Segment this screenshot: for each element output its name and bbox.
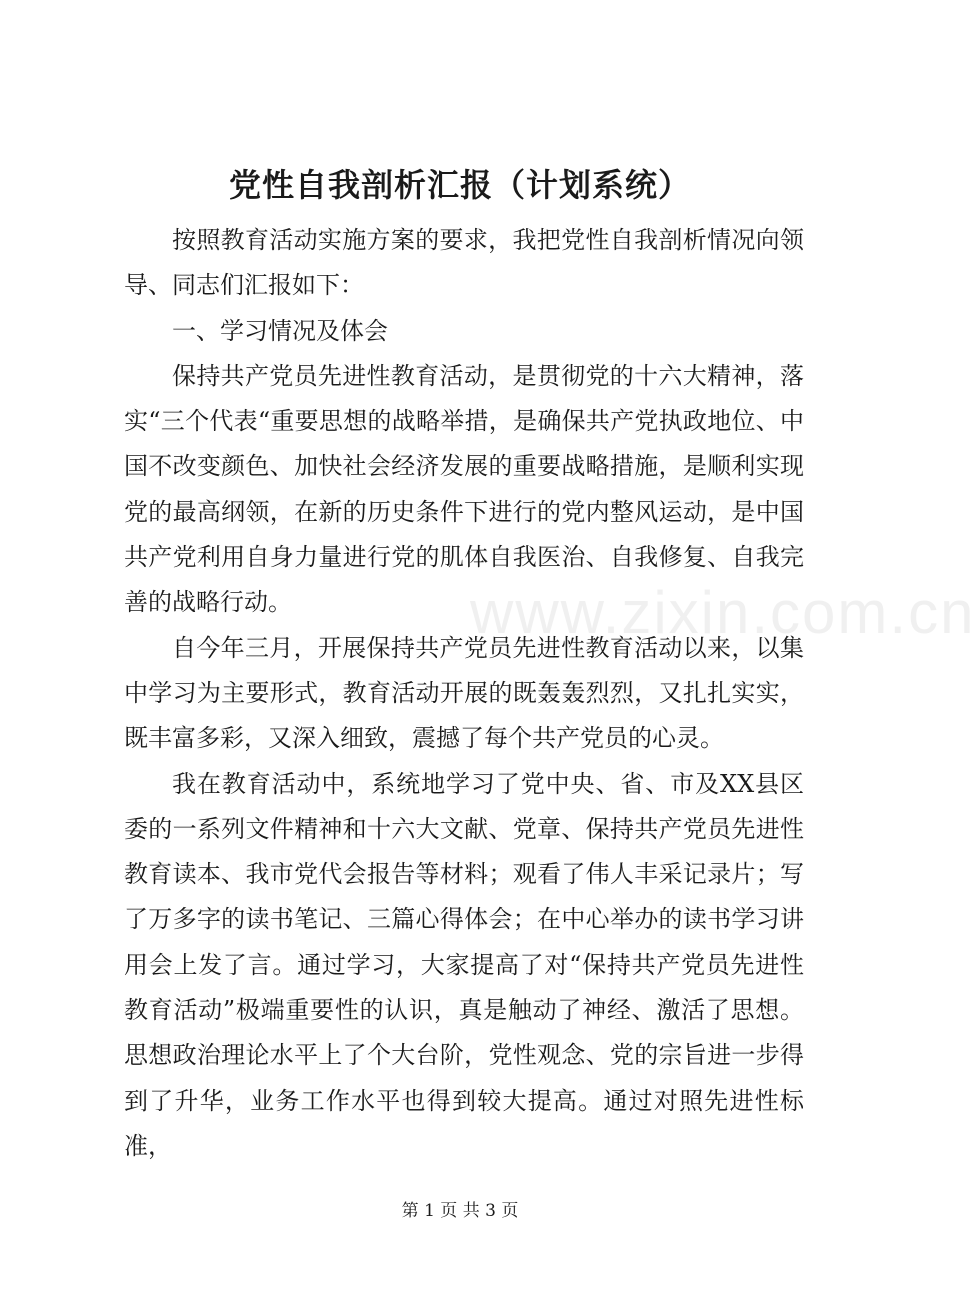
paragraph: 保持共产党员先进性教育活动，是贯彻党的十六大精神，落实“三个代表“重要思想的战略举措，是确保共产党执政地位、中国不改变颜色、加快社会经济发展的重要战略措施，是顺利实现党的最高纲领，在新的历史条件下进行的党内整风运动，是中国共产党利用自身力量进行党的肌体自我医治、自我修复、自我完善的战略行动。	[124, 361, 804, 617]
paragraph: 自今年三月，开展保持共产党员先进性教育活动以来，以集中学习为主要形式，教育活动开展的既轰轰烈烈，又扎扎实实，既丰富多彩，又深入细致，震撼了每个共产党员的心灵。	[124, 633, 804, 753]
page-footer: 第 1 页 共 3 页	[401, 1201, 519, 1221]
paragraph: 我在教育活动中，系统地学习了党中央、省、市及XX县区委的一系列文件精神和十六大文献、党章、保持共产党员先进性教育读本、我市党代会报告等材料；观看了伟人丰采记录片；写了万多字的读书笔记、三篇心得体会；在中心举办的读书学习讲用会上发了言。通过学习，大家提高了对“保持共产党员先进性教育活动”极端重要性的认识，真是触动了神经、激活了思想。思想政治理论水平上了个大台阶，党性观念、党的宗旨进一步得到了升华，业务工作水平也得到较大提高。通过对照先进性标准，	[124, 769, 804, 1160]
document-title: 党性自我剖析汇报（计划系统）	[228, 166, 691, 204]
paragraph-intro: 按照教育活动实施方案的要求，我把党性自我剖析情况向领导、同志们汇报如下：	[124, 226, 804, 300]
section-heading: 一、学习情况及体会	[172, 316, 388, 345]
watermark: www.zixin.com.cn	[470, 579, 975, 646]
document-body	[124, 218, 804, 1169]
